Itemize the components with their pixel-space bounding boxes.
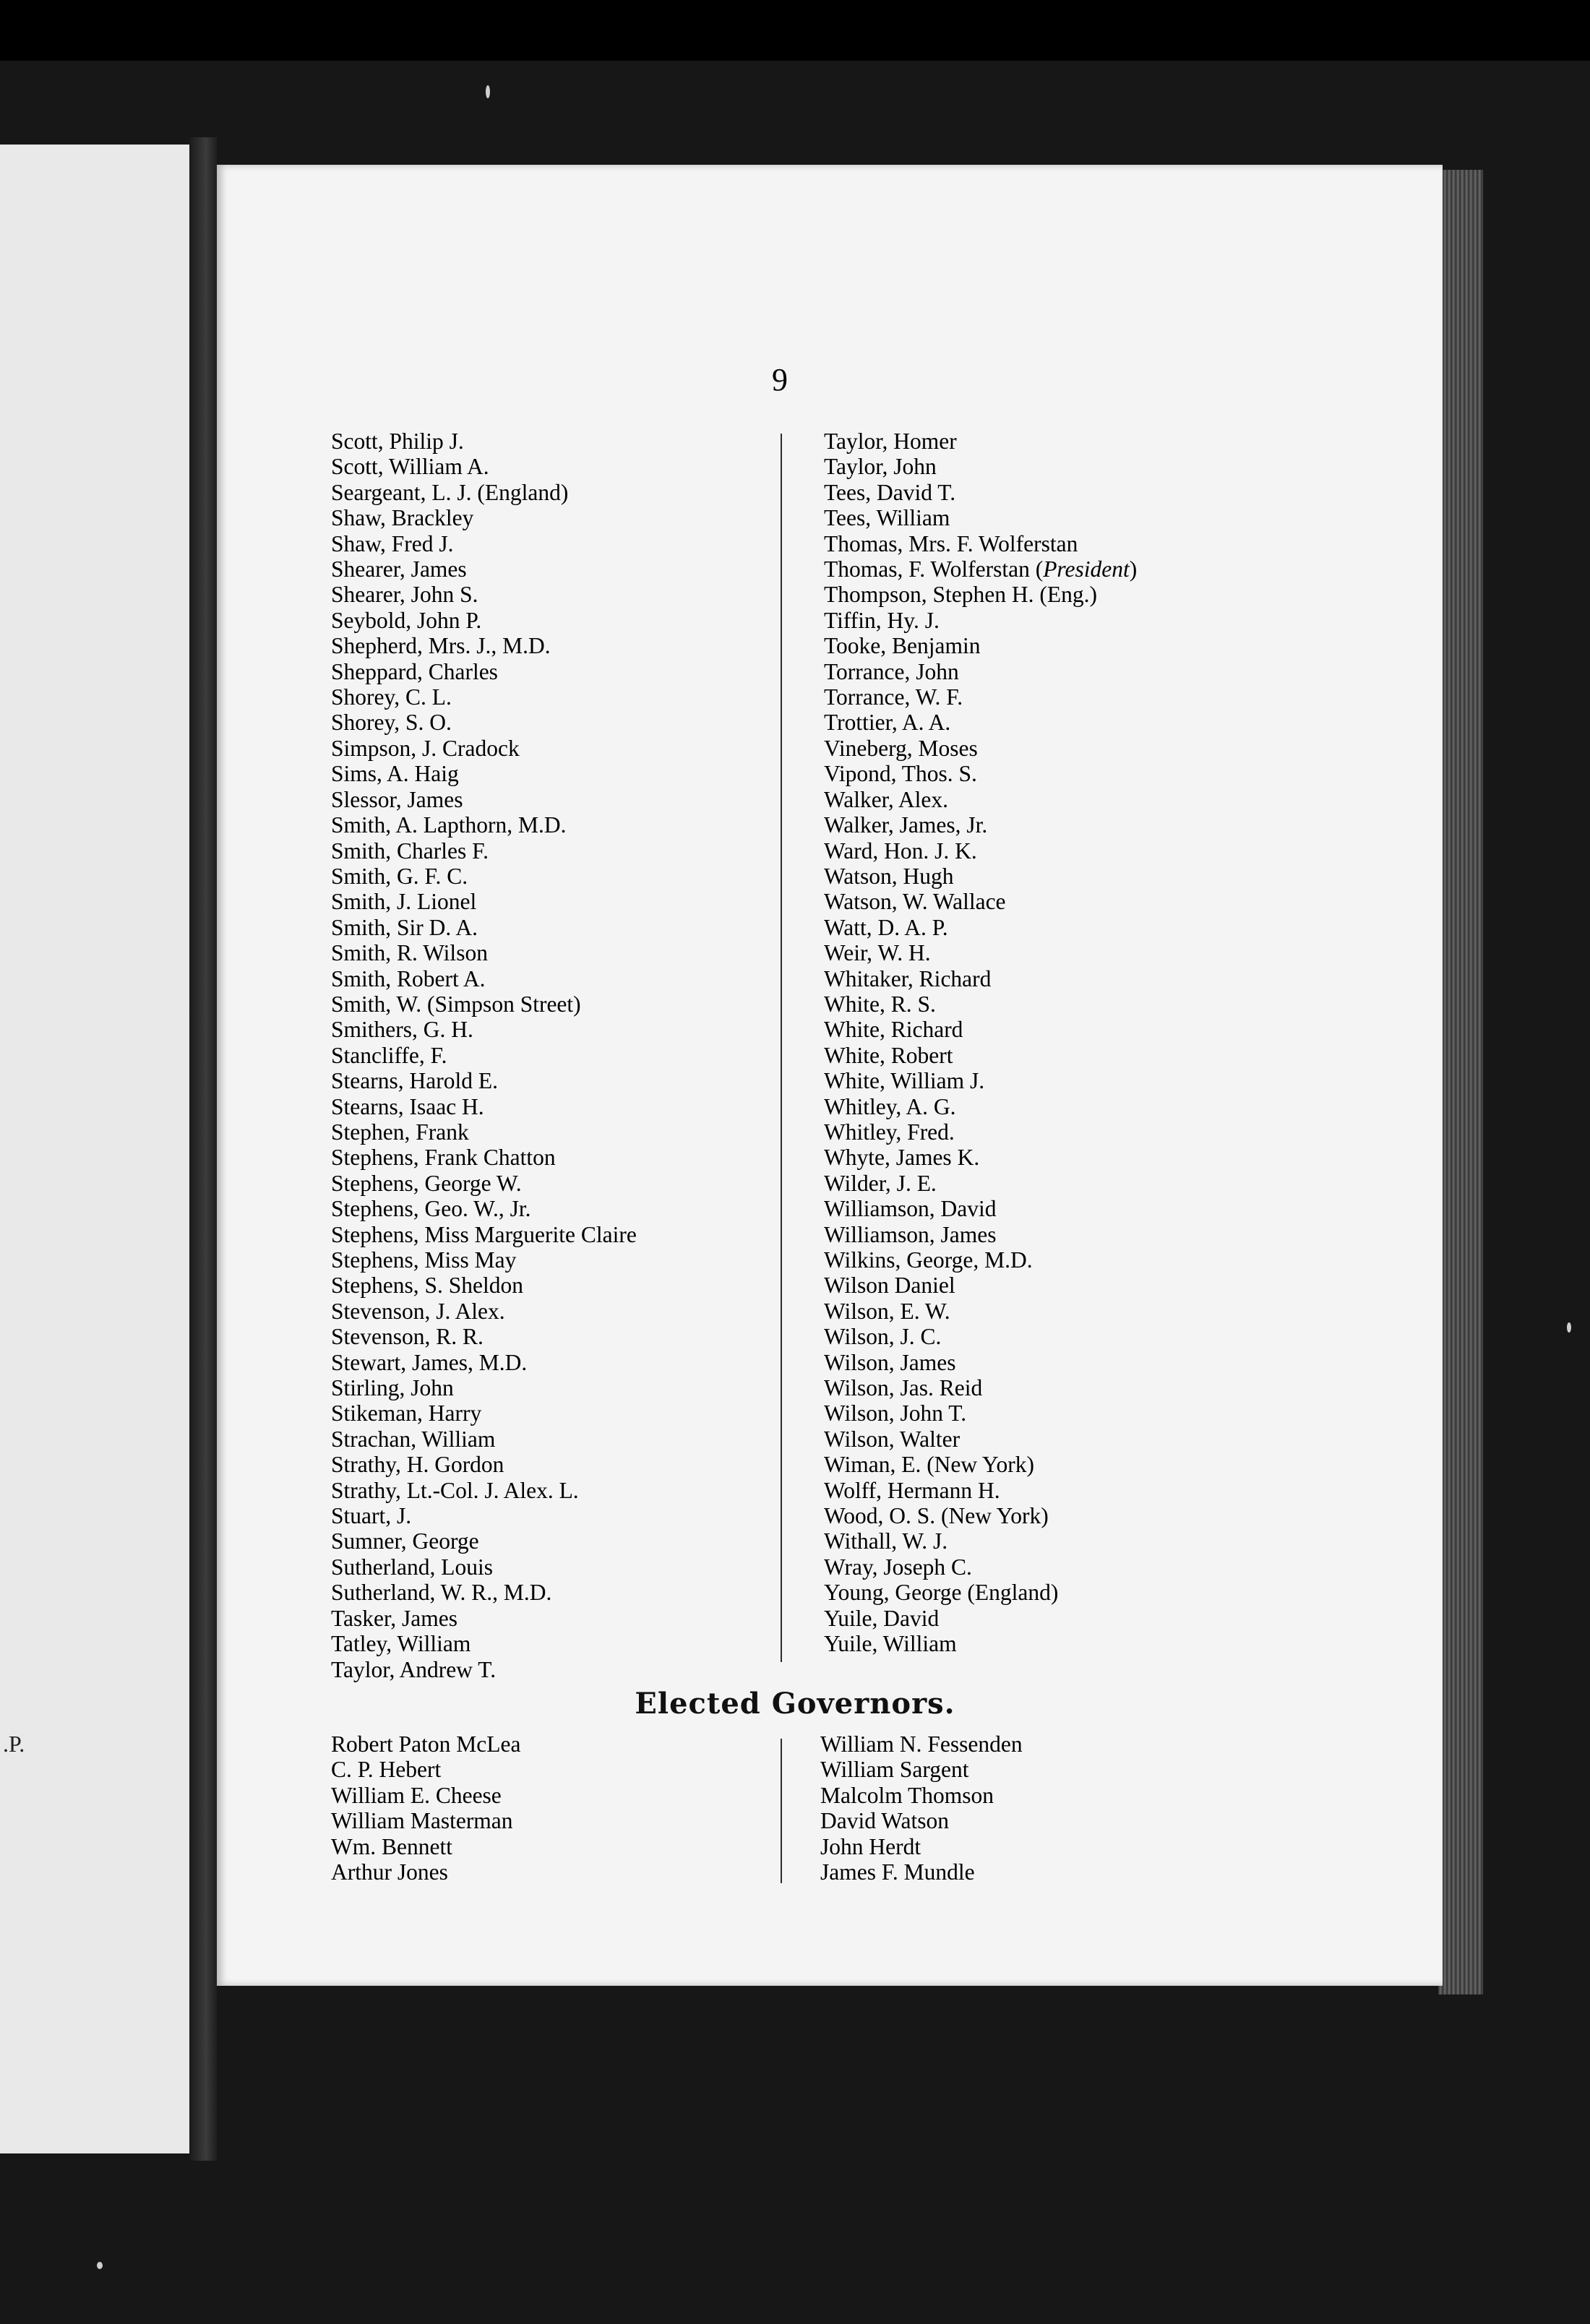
list-entry: Stephen, Frank xyxy=(331,1119,469,1145)
list-entry: Stephens, S. Sheldon xyxy=(331,1273,524,1299)
governors-column-divider xyxy=(781,1739,782,1883)
members-list-left xyxy=(331,429,637,1682)
list-entry: Scott, Philip J. xyxy=(331,429,464,454)
column-divider xyxy=(781,434,782,1662)
list-entry: Sumner, George xyxy=(331,1528,479,1554)
list-entry: Torrance, W. F. xyxy=(824,684,963,710)
list-entry: Stewart, James, M.D. xyxy=(331,1349,528,1375)
list-entry: Sims, A. Haig xyxy=(331,761,459,787)
list-entry: Shorey, S. O. xyxy=(331,710,452,736)
list-entry: C. P. Hebert xyxy=(331,1757,442,1783)
list-entry: Stephens, Frank Chatton xyxy=(331,1145,556,1171)
list-entry: Tiffin, Hy. J. xyxy=(824,607,940,633)
list-entry: Sutherland, Louis xyxy=(331,1554,493,1580)
left-page-edge xyxy=(0,145,189,2153)
list-entry: Stephens, George W. xyxy=(331,1170,522,1196)
page-number: 9 xyxy=(772,362,788,397)
list-entry: William Masterman xyxy=(331,1808,513,1834)
list-entry: Seargeant, L. J. (England) xyxy=(331,479,569,505)
list-entry: Shearer, John S. xyxy=(331,582,478,608)
list-entry: Simpson, J. Cradock xyxy=(331,735,520,761)
list-entry: Vipond, Thos. S. xyxy=(824,761,977,787)
list-entry: Whitley, A. G. xyxy=(824,1093,956,1119)
list-entry: Williamson, James xyxy=(824,1221,997,1247)
list-entry: Stuart, J. xyxy=(331,1503,412,1529)
list-entry: Strachan, William xyxy=(331,1426,496,1452)
list-entry: James F. Mundle xyxy=(820,1859,975,1885)
list-entry: Wilder, J. E. xyxy=(824,1170,937,1196)
list-entry: White, R. S. xyxy=(824,991,936,1017)
list-entry: Yuile, David xyxy=(824,1605,940,1631)
list-entry: Wolff, Hermann H. xyxy=(824,1477,1000,1503)
book-page-edges xyxy=(1438,170,1483,1994)
list-entry: Stephens, Miss May xyxy=(331,1247,517,1273)
list-entry: Smith, R. Wilson xyxy=(331,940,488,966)
list-entry: Vineberg, Moses xyxy=(824,735,978,761)
list-entry: Stearns, Harold E. xyxy=(331,1068,498,1094)
governors-list-left xyxy=(331,1731,520,1885)
list-entry: Strathy, H. Gordon xyxy=(331,1452,504,1478)
list-entry: Taylor, Homer xyxy=(824,429,957,454)
list-entry: Tatley, William xyxy=(331,1631,471,1657)
list-entry: Malcolm Thomson xyxy=(820,1782,994,1808)
list-entry: Stirling, John xyxy=(331,1375,454,1401)
list-entry: David Watson xyxy=(820,1808,949,1834)
list-entry: Young, George (England) xyxy=(824,1580,1059,1606)
list-entry: Wilson, Walter xyxy=(824,1426,961,1452)
list-entry: Whitley, Fred. xyxy=(824,1119,955,1145)
list-entry: Stephens, Miss Marguerite Claire xyxy=(331,1221,637,1247)
list-entry: Wilson Daniel xyxy=(824,1273,955,1299)
list-entry: Wm. Bennett xyxy=(331,1833,452,1859)
list-entry: Smith, Robert A. xyxy=(331,965,486,991)
list-entry: Stevenson, J. Alex. xyxy=(331,1298,505,1324)
list-entry: Slessor, James xyxy=(331,786,463,812)
list-entry: Stevenson, R. R. xyxy=(331,1324,484,1350)
list-entry: Wray, Joseph C. xyxy=(824,1554,972,1580)
dust-speck xyxy=(97,2262,103,2269)
list-entry: Wilkins, George, M.D. xyxy=(824,1247,1033,1273)
list-entry: Wilson, John T. xyxy=(824,1400,967,1426)
list-entry: Whyte, James K. xyxy=(824,1145,980,1171)
list-entry: Wilson, Jas. Reid xyxy=(824,1375,983,1401)
list-entry: Sheppard, Charles xyxy=(331,658,498,684)
list-entry: Smith, J. Lionel xyxy=(331,889,477,915)
list-entry: Walker, Alex. xyxy=(824,786,949,812)
list-entry: Smithers, G. H. xyxy=(331,1017,473,1043)
list-entry: Yuile, William xyxy=(824,1631,957,1657)
list-entry: White, Robert xyxy=(824,1042,953,1068)
list-entry: William N. Fessenden xyxy=(820,1731,1023,1757)
list-entry: Trottier, A. A. xyxy=(824,710,951,736)
list-entry: Taylor, Andrew T. xyxy=(331,1656,497,1682)
list-entry: Smith, G. F. C. xyxy=(331,863,468,889)
list-entry: Strathy, Lt.-Col. J. Alex. L. xyxy=(331,1477,579,1503)
list-entry: Weir, W. H. xyxy=(824,940,931,966)
members-list-right xyxy=(824,429,1137,1657)
list-entry: White, William J. xyxy=(824,1068,985,1094)
list-entry: Tasker, James xyxy=(331,1605,457,1631)
list-entry: Tees, David T. xyxy=(824,479,956,505)
list-entry: Torrance, John xyxy=(824,658,959,684)
book-gutter xyxy=(189,137,217,2161)
list-entry: Arthur Jones xyxy=(331,1859,448,1885)
list-entry: Shearer, James xyxy=(331,556,467,582)
list-entry: Thomas, F. Wolferstan (President) xyxy=(824,556,1138,582)
list-entry: Stearns, Isaac H. xyxy=(331,1093,484,1119)
list-entry: Smith, Charles F. xyxy=(331,838,489,864)
list-entry: Wilson, E. W. xyxy=(824,1298,950,1324)
list-entry: White, Richard xyxy=(824,1017,963,1043)
section-heading-elected-governors: Elected Governors. xyxy=(635,1687,955,1721)
list-entry: Tooke, Benjamin xyxy=(824,633,981,659)
list-entry: Wilson, James xyxy=(824,1349,956,1375)
list-entry: Whitaker, Richard xyxy=(824,965,992,991)
list-entry: Shaw, Brackley xyxy=(331,505,474,531)
list-entry: Williamson, David xyxy=(824,1196,997,1222)
list-entry: Smith, Sir D. A. xyxy=(331,914,478,940)
list-entry: John Herdt xyxy=(820,1833,921,1859)
list-entry: Scott, William A. xyxy=(331,454,489,480)
list-entry: Smith, A. Lapthorn, M.D. xyxy=(331,812,567,838)
list-entry: Stancliffe, F. xyxy=(331,1042,447,1068)
list-entry: Tees, William xyxy=(824,505,950,531)
governors-list-right xyxy=(820,1731,1023,1885)
dust-speck xyxy=(486,85,490,98)
list-entry: William Sargent xyxy=(820,1757,969,1783)
list-entry: Watson, W. Wallace xyxy=(824,889,1006,915)
list-entry: Taylor, John xyxy=(824,454,937,480)
list-entry: Seybold, John P. xyxy=(331,607,482,633)
list-entry: Thomas, Mrs. F. Wolferstan xyxy=(824,530,1078,556)
list-entry: Sutherland, W. R., M.D. xyxy=(331,1580,552,1606)
list-entry: Wilson, J. C. xyxy=(824,1324,942,1350)
left-page-text-fragment: .P. xyxy=(3,1731,25,1757)
list-entry: William E. Cheese xyxy=(331,1782,502,1808)
list-entry: Wiman, E. (New York) xyxy=(824,1452,1034,1478)
list-entry: Shaw, Fred J. xyxy=(331,530,454,556)
list-entry: Walker, James, Jr. xyxy=(824,812,988,838)
list-entry: Shepherd, Mrs. J., M.D. xyxy=(331,633,551,659)
list-entry: Smith, W. (Simpson Street) xyxy=(331,991,581,1017)
list-entry: Watt, D. A. P. xyxy=(824,914,948,940)
list-entry: Ward, Hon. J. K. xyxy=(824,838,977,864)
list-entry: Stikeman, Harry xyxy=(331,1400,482,1426)
dust-speck xyxy=(1567,1322,1571,1333)
list-entry: Robert Paton McLea xyxy=(331,1731,521,1757)
list-entry: Watson, Hugh xyxy=(824,863,954,889)
list-entry: Stephens, Geo. W., Jr. xyxy=(331,1196,531,1222)
list-entry: Wood, O. S. (New York) xyxy=(824,1503,1049,1529)
list-entry: Withall, W. J. xyxy=(824,1528,948,1554)
scanner-top-border xyxy=(0,0,1590,61)
list-entry: Shorey, C. L. xyxy=(331,684,452,710)
list-entry: Thompson, Stephen H. (Eng.) xyxy=(824,582,1097,608)
